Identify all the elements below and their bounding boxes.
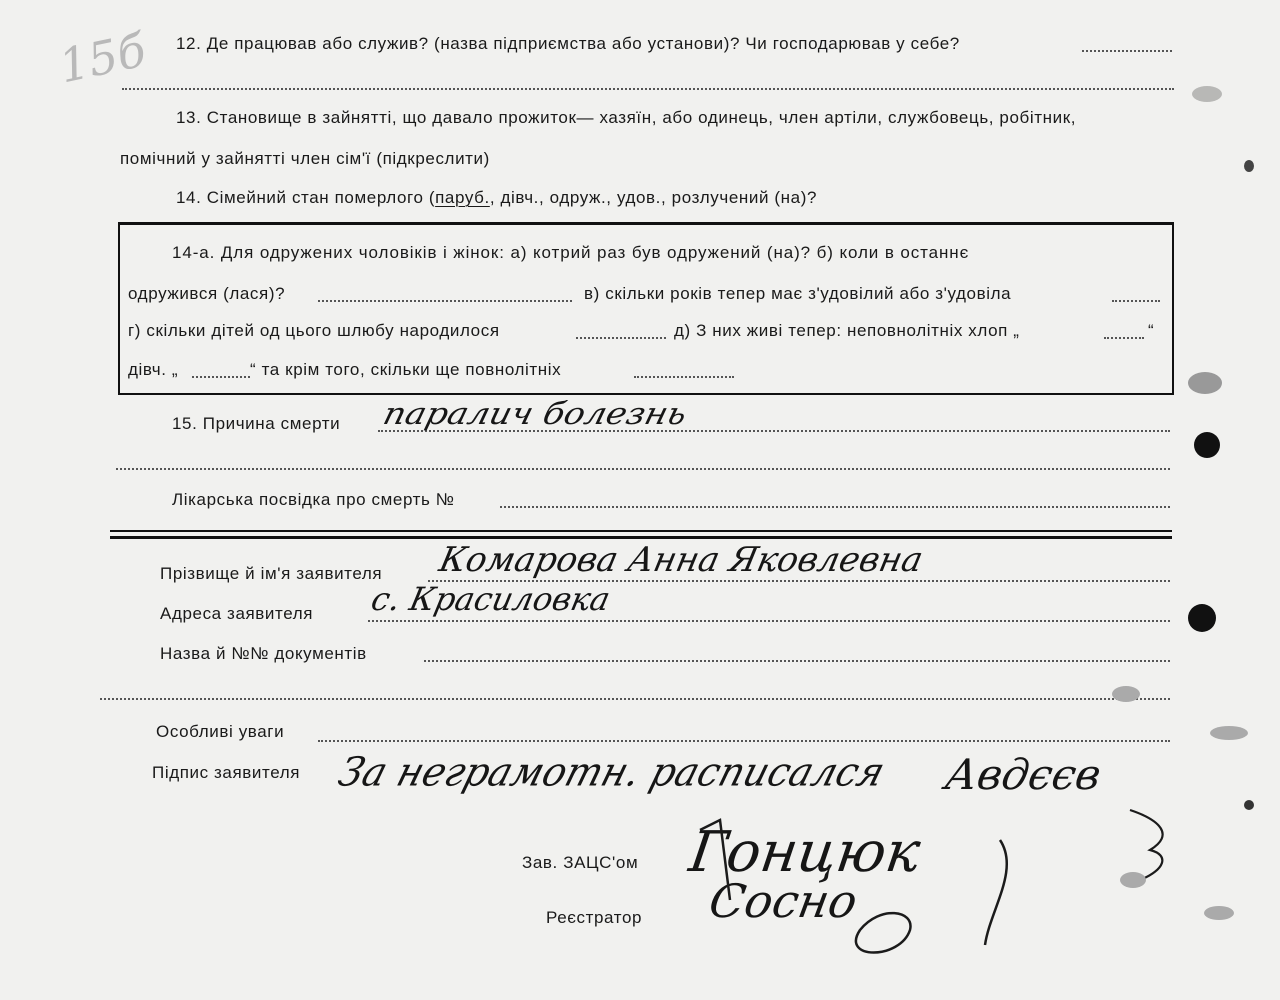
documents-blank-2 [100,698,1170,700]
q14-selected-option: паруб. [435,188,490,207]
question-14a-blank-2 [1112,300,1160,302]
medical-certificate-blank [500,506,1170,508]
special-notes-label: Особливі уваги [156,722,285,741]
question-13-text: 13. Становище в зайнятті, що давало прожиток— хазяїн, або одинець, член артіли, службовець, робітник, [176,108,1077,127]
registrar-signature: Сосно [705,874,862,928]
witness-signature-handwritten: Авдєєв [941,750,1105,799]
applicant-name-handwritten: Комарова Анна Яковлевна [435,540,927,580]
question-14a-line3-end: д) З них живі тепер: неповнолітніх хлоп „ [674,321,1020,340]
applicant-signature-label: Підпис заявителя [152,763,301,782]
zags-head-label: Зав. ЗАЦС'ом [522,853,639,872]
question-14a-line2-end: в) скільки років тепер має з'удовілий або з'удовіла [584,284,1012,303]
documents-blank [424,660,1170,662]
q13-family-member-option: член сім'ї [290,149,372,168]
paper-damage-mark [1244,160,1254,172]
q14-suffix: , дівч., одруж., удов., розлучений (на)? [489,188,818,207]
applicant-address-label: Адреса заявителя [160,604,314,623]
paper-damage-mark [1204,906,1234,920]
q13-underline-hint: (підкреслити) [371,149,490,168]
question-14a-line3-quote: “ [1148,321,1155,340]
q14-prefix: 14. Сімейний стан померлого ( [176,188,436,207]
section-divider-bottom [110,536,1172,539]
special-notes-blank [318,740,1170,742]
question-13-text-line2 [120,149,490,169]
applicant-name-label: Прізвище й ім'я заявителя [160,564,383,583]
question-14a-line4-end: “ та крім того, скільки ще повнолітніх [250,360,562,379]
paper-damage-mark [1210,726,1248,740]
section-divider-top [110,530,1172,532]
applicant-address-blank [368,620,1170,622]
paper-damage-mark [1244,800,1254,810]
paper-damage-mark [1188,604,1216,632]
question-14a-blank-3 [576,337,666,339]
paper-damage-mark [1194,432,1220,458]
question-14a-line1: 14-а. Для одружених чоловіків і жінок: а) котрий раз був одружений (на)? б) коли в останнє [172,243,970,262]
q13-helper-text: помічний у зайнятті [120,149,291,168]
question-15-label: 15. Причина смерти [172,414,341,433]
question-14a-line3-start: г) скільки дітей од цього шлюбу народилося [128,321,500,340]
question-14a-line4-start: дівч. „ [128,360,179,379]
question-14-text [176,188,817,208]
paper-damage-mark [1188,372,1222,394]
applicant-signature-handwritten: За неграмотн. расписался [333,748,891,796]
applicant-address-handwritten: с. Красиловка [367,580,614,618]
cause-of-death-handwritten: паралич болезнь [379,396,691,432]
registrar-label: Реєстратор [546,908,643,927]
medical-certificate-label: Лікарська посвідка про смерть № [172,490,455,509]
question-14a-blank-6 [634,376,734,378]
question-14a-blank-1 [318,300,572,302]
question-14a-line2-start: одружився (лася)? [128,284,286,303]
zags-head-signature: Гонцюк [685,820,925,885]
question-14a-blank-4 [1104,337,1144,339]
documents-label: Назва й №№ документів [160,644,367,663]
paper-damage-mark [1112,686,1140,702]
question-15-blank-2 [116,468,1170,470]
question-12-blank-2 [122,88,1174,90]
paper-damage-mark [1192,86,1222,102]
paper-damage-mark [1120,872,1146,888]
margin-number-mark: 15б [54,22,151,94]
question-14a-blank-5 [192,376,250,378]
question-12-text: 12. Де працював або служив? (назва підприємства або установи)? Чи господарював у себе? [176,34,960,53]
question-12-blank [1082,50,1172,52]
